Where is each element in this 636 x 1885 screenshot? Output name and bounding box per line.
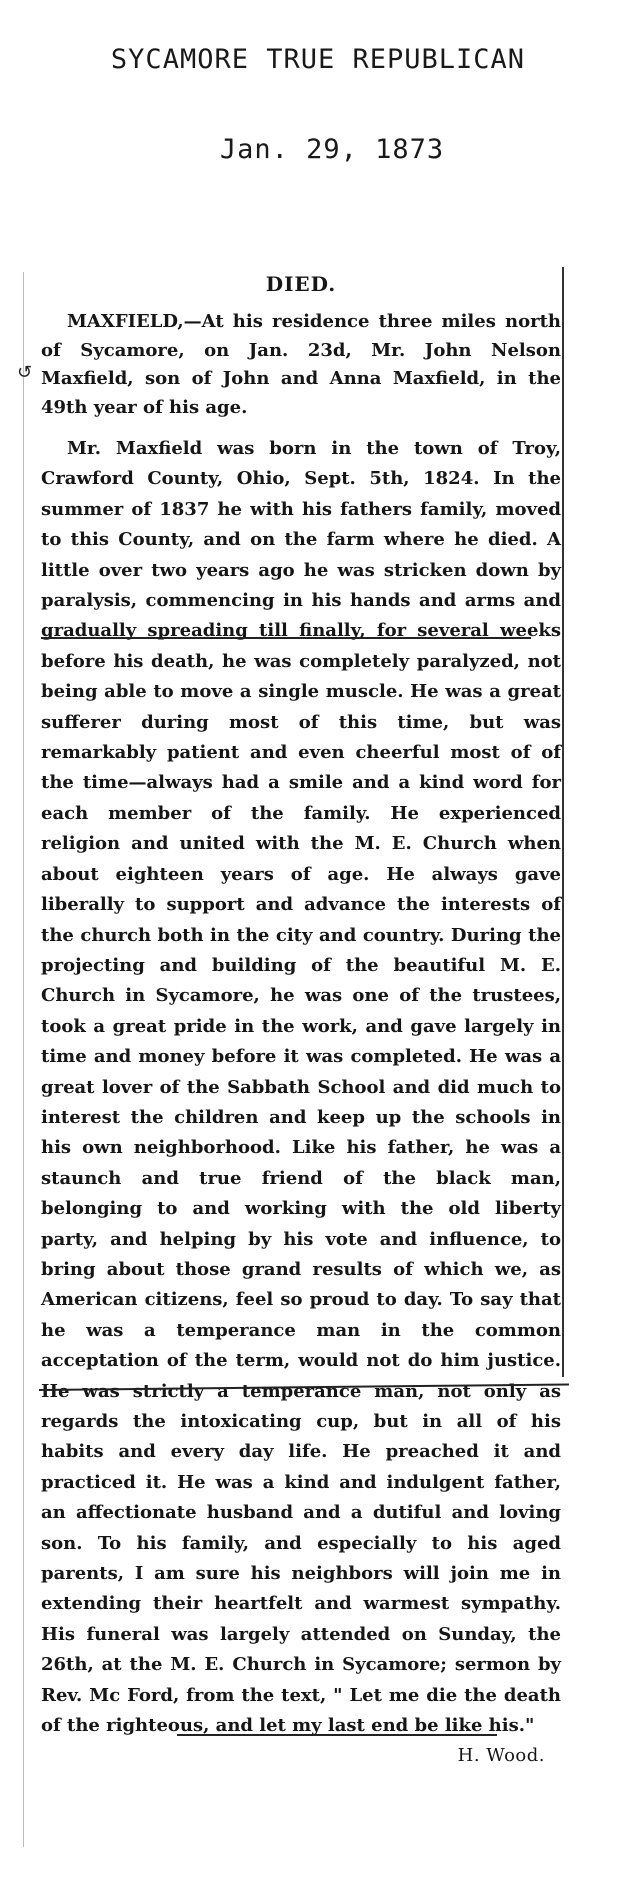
- column-rule: [562, 267, 564, 1377]
- column-left-edge: [23, 272, 24, 1847]
- author-signature: H. Wood.: [457, 1745, 545, 1767]
- section-heading: DIED.: [265, 272, 337, 296]
- newspaper-title: SYCAMORE TRUE REPUBLICAN: [110, 44, 526, 75]
- underline-mark: [41, 637, 531, 639]
- underline-mark: [177, 1734, 497, 1736]
- obituary-body: Mr. Maxfield was born in the town of Troy, Crawford County, Ohio, Sept. 5th, 1824. In the summer of 1837 he with his fathers family, moved to this County, and on the farm where he died. A little over two years ago he was stricken down by paralysis, commencing in his hands and arms and gradually spreading till finally, for several weeks before his death, he was completely paralyzed, not being able to move a single muscle. He was a great sufferer during most of this time, but was remarkably patient and even cheerful most of of the time—always had a smile and a kind word for each member of the family. He experienced religion and united with the M. E. Church when about eighteen years of age. He always gave liberally to support and advance the interests of the church both in the city and country. During the projecting and building of the beautiful M. E. Church in Sycamore, he was one of the trustees, took a great pride in the work, and gave largely in time and money before it was completed. He was a great lover of the Sabbath School and did much to interest the children and keep up the schools in his own neighborhood. Like his father, he was a staunch and true friend of the black man, belonging to and working with the old liberty party, and helping by his vote and influence, to bring about those grand results of which we, as American citizens, feel so proud to day. To say that he was a temperance man in the common acceptation of the term, would not do him justice. He was strictly a temperance man, not only as regards the intoxicating cup, but in all of his habits and every day life. He preached it and practiced it. He was a kind and indulgent father, an affectionate husband and a dutiful and loving son. To his family, and especially to his aged parents, I am sure his neighbors will join me in extending their heartfelt and warmest sympathy. His funeral was largely attended on Sunday, the 26th, at the M. E. Church in Sycamore; sermon by Rev. Mc Ford, from the text, " Let me die the death of the righteous, and let my last end be like his.": [41, 438, 561, 1737]
- margin-mark-icon: ↺: [17, 362, 33, 383]
- newspaper-clipping: [17, 272, 571, 1847]
- issue-date: Jan. 29, 1873: [219, 134, 445, 165]
- obituary-article: [41, 272, 561, 1766]
- death-notice: MAXFIELD,—At his residence three miles north of Sycamore, on Jan. 23d, Mr. John Nelson Maxfield, son of John and Anna Maxfield, in the 49th year of his age.: [41, 311, 561, 418]
